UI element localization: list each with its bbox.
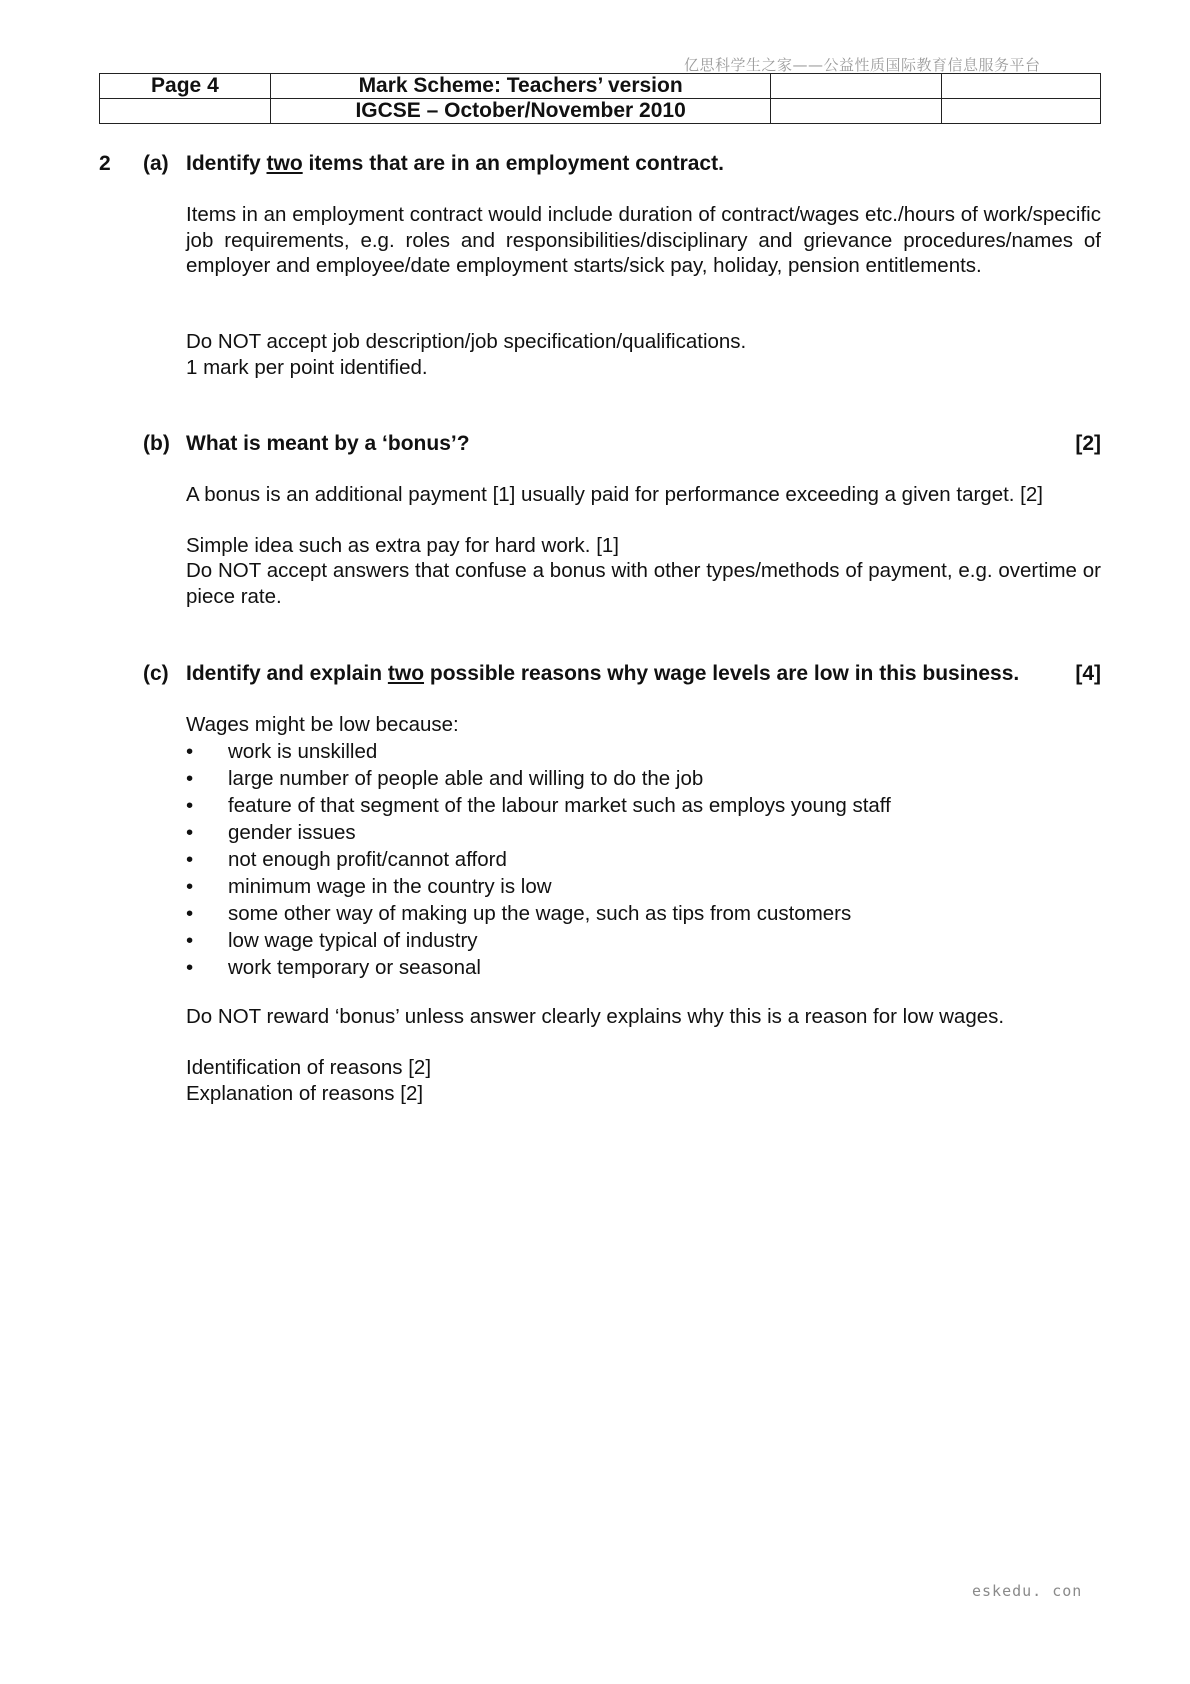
- part-c-marks: [4]: [1075, 662, 1101, 685]
- bullet-icon: •: [186, 848, 194, 871]
- list-item-text: gender issues: [228, 821, 356, 844]
- list-item-text: minimum wage in the country is low: [228, 875, 552, 898]
- part-c-prompt-emphasis: two: [387, 662, 425, 685]
- question-number: 2: [99, 152, 111, 175]
- list-item: [186, 819, 891, 846]
- bullet-icon: •: [186, 875, 194, 898]
- list-item-text: work temporary or seasonal: [228, 956, 481, 979]
- part-a-prompt-pre: Identify: [186, 152, 267, 175]
- header-empty-cell: [771, 74, 942, 99]
- header-page-cell: Page 4: [100, 74, 271, 99]
- part-c-prompt-post: possible reasons why wage levels are low in this business.: [424, 662, 1020, 685]
- list-item-text: some other way of making up the wage, such as tips from customers: [228, 902, 852, 925]
- watermark-top-text: 亿思科学生之家——公益性质国际教育信息服务平台: [684, 56, 1041, 74]
- part-c-marking-explanation: Explanation of reasons [2]: [186, 1082, 424, 1105]
- bullet-icon: •: [186, 902, 194, 925]
- part-c-intro: Wages might be low because:: [186, 713, 459, 736]
- part-a-prompt-post: items that are in an employment contract.: [302, 152, 724, 175]
- part-a-prompt: [186, 152, 1101, 176]
- part-a-answer: Items in an employment contract would include duration of contract/wages etc./hours of work/specific job requirements, e.g. roles and responsibilities/disciplinary and grievance procedures/names of employer and employee/date employment starts/sick pay, holiday, pension entitlements.: [186, 203, 1101, 277]
- header-subtitle-cell: IGCSE – October/November 2010: [270, 99, 771, 124]
- list-item: [186, 846, 891, 873]
- list-item-text: large number of people able and willing to do the job: [228, 767, 704, 790]
- header-empty-cell: [942, 99, 1101, 124]
- bullet-icon: •: [186, 956, 194, 979]
- list-item: [186, 927, 891, 954]
- part-a-prompt-emphasis: two: [266, 152, 303, 175]
- header-table: [99, 73, 1101, 124]
- part-a-note-exclusions: Do NOT accept job description/job specification/qualifications.: [186, 330, 747, 353]
- part-c-marking-identification: Identification of reasons [2]: [186, 1056, 432, 1079]
- list-item: [186, 738, 891, 765]
- part-c-label: (c): [143, 662, 169, 685]
- header-empty-cell: [942, 74, 1101, 99]
- part-b-answer-simple: Simple idea such as extra pay for hard work. [1]: [186, 534, 619, 557]
- bullet-icon: •: [186, 794, 194, 817]
- bullet-icon: •: [186, 929, 194, 952]
- list-item-text: low wage typical of industry: [228, 929, 478, 952]
- part-c-prompt-pre: Identify and explain: [186, 662, 388, 685]
- part-a-note-marks: 1 mark per point identified.: [186, 356, 428, 379]
- header-title-cell: Mark Scheme: Teachers’ version: [270, 74, 771, 99]
- part-b-answer-full: A bonus is an additional payment [1] usually paid for performance exceeding a given target. [2]: [186, 483, 1043, 506]
- list-item: [186, 873, 891, 900]
- part-c-prompt: [186, 662, 1101, 686]
- header-empty-cell: [100, 99, 271, 124]
- part-b-label: (b): [143, 432, 170, 455]
- bullet-icon: •: [186, 767, 194, 790]
- list-item: [186, 900, 891, 927]
- list-item: [186, 765, 891, 792]
- bullet-icon: •: [186, 821, 194, 844]
- part-c-note: Do NOT reward ‘bonus’ unless answer clearly explains why this is a reason for low wages.: [186, 1005, 1005, 1028]
- list-item: [186, 792, 891, 819]
- watermark-bottom-text: eskedu. con: [972, 1582, 1083, 1600]
- reasons-list: [186, 738, 891, 981]
- part-b-answer-exclusions: Do NOT accept answers that confuse a bonus with other types/methods of payment, e.g. overtime or piece rate.: [186, 559, 1101, 608]
- part-b-prompt: [186, 432, 1101, 456]
- list-item-text: not enough profit/cannot afford: [228, 848, 507, 871]
- header-empty-cell: [771, 99, 942, 124]
- part-a-label: (a): [143, 152, 169, 175]
- list-item-text: feature of that segment of the labour market such as employs young staff: [228, 794, 891, 817]
- list-item: [186, 954, 891, 981]
- part-b-prompt-text: What is meant by a ‘bonus’?: [186, 432, 470, 455]
- part-b-marks: [2]: [1075, 432, 1101, 455]
- bullet-icon: •: [186, 740, 194, 763]
- list-item-text: work is unskilled: [228, 740, 378, 763]
